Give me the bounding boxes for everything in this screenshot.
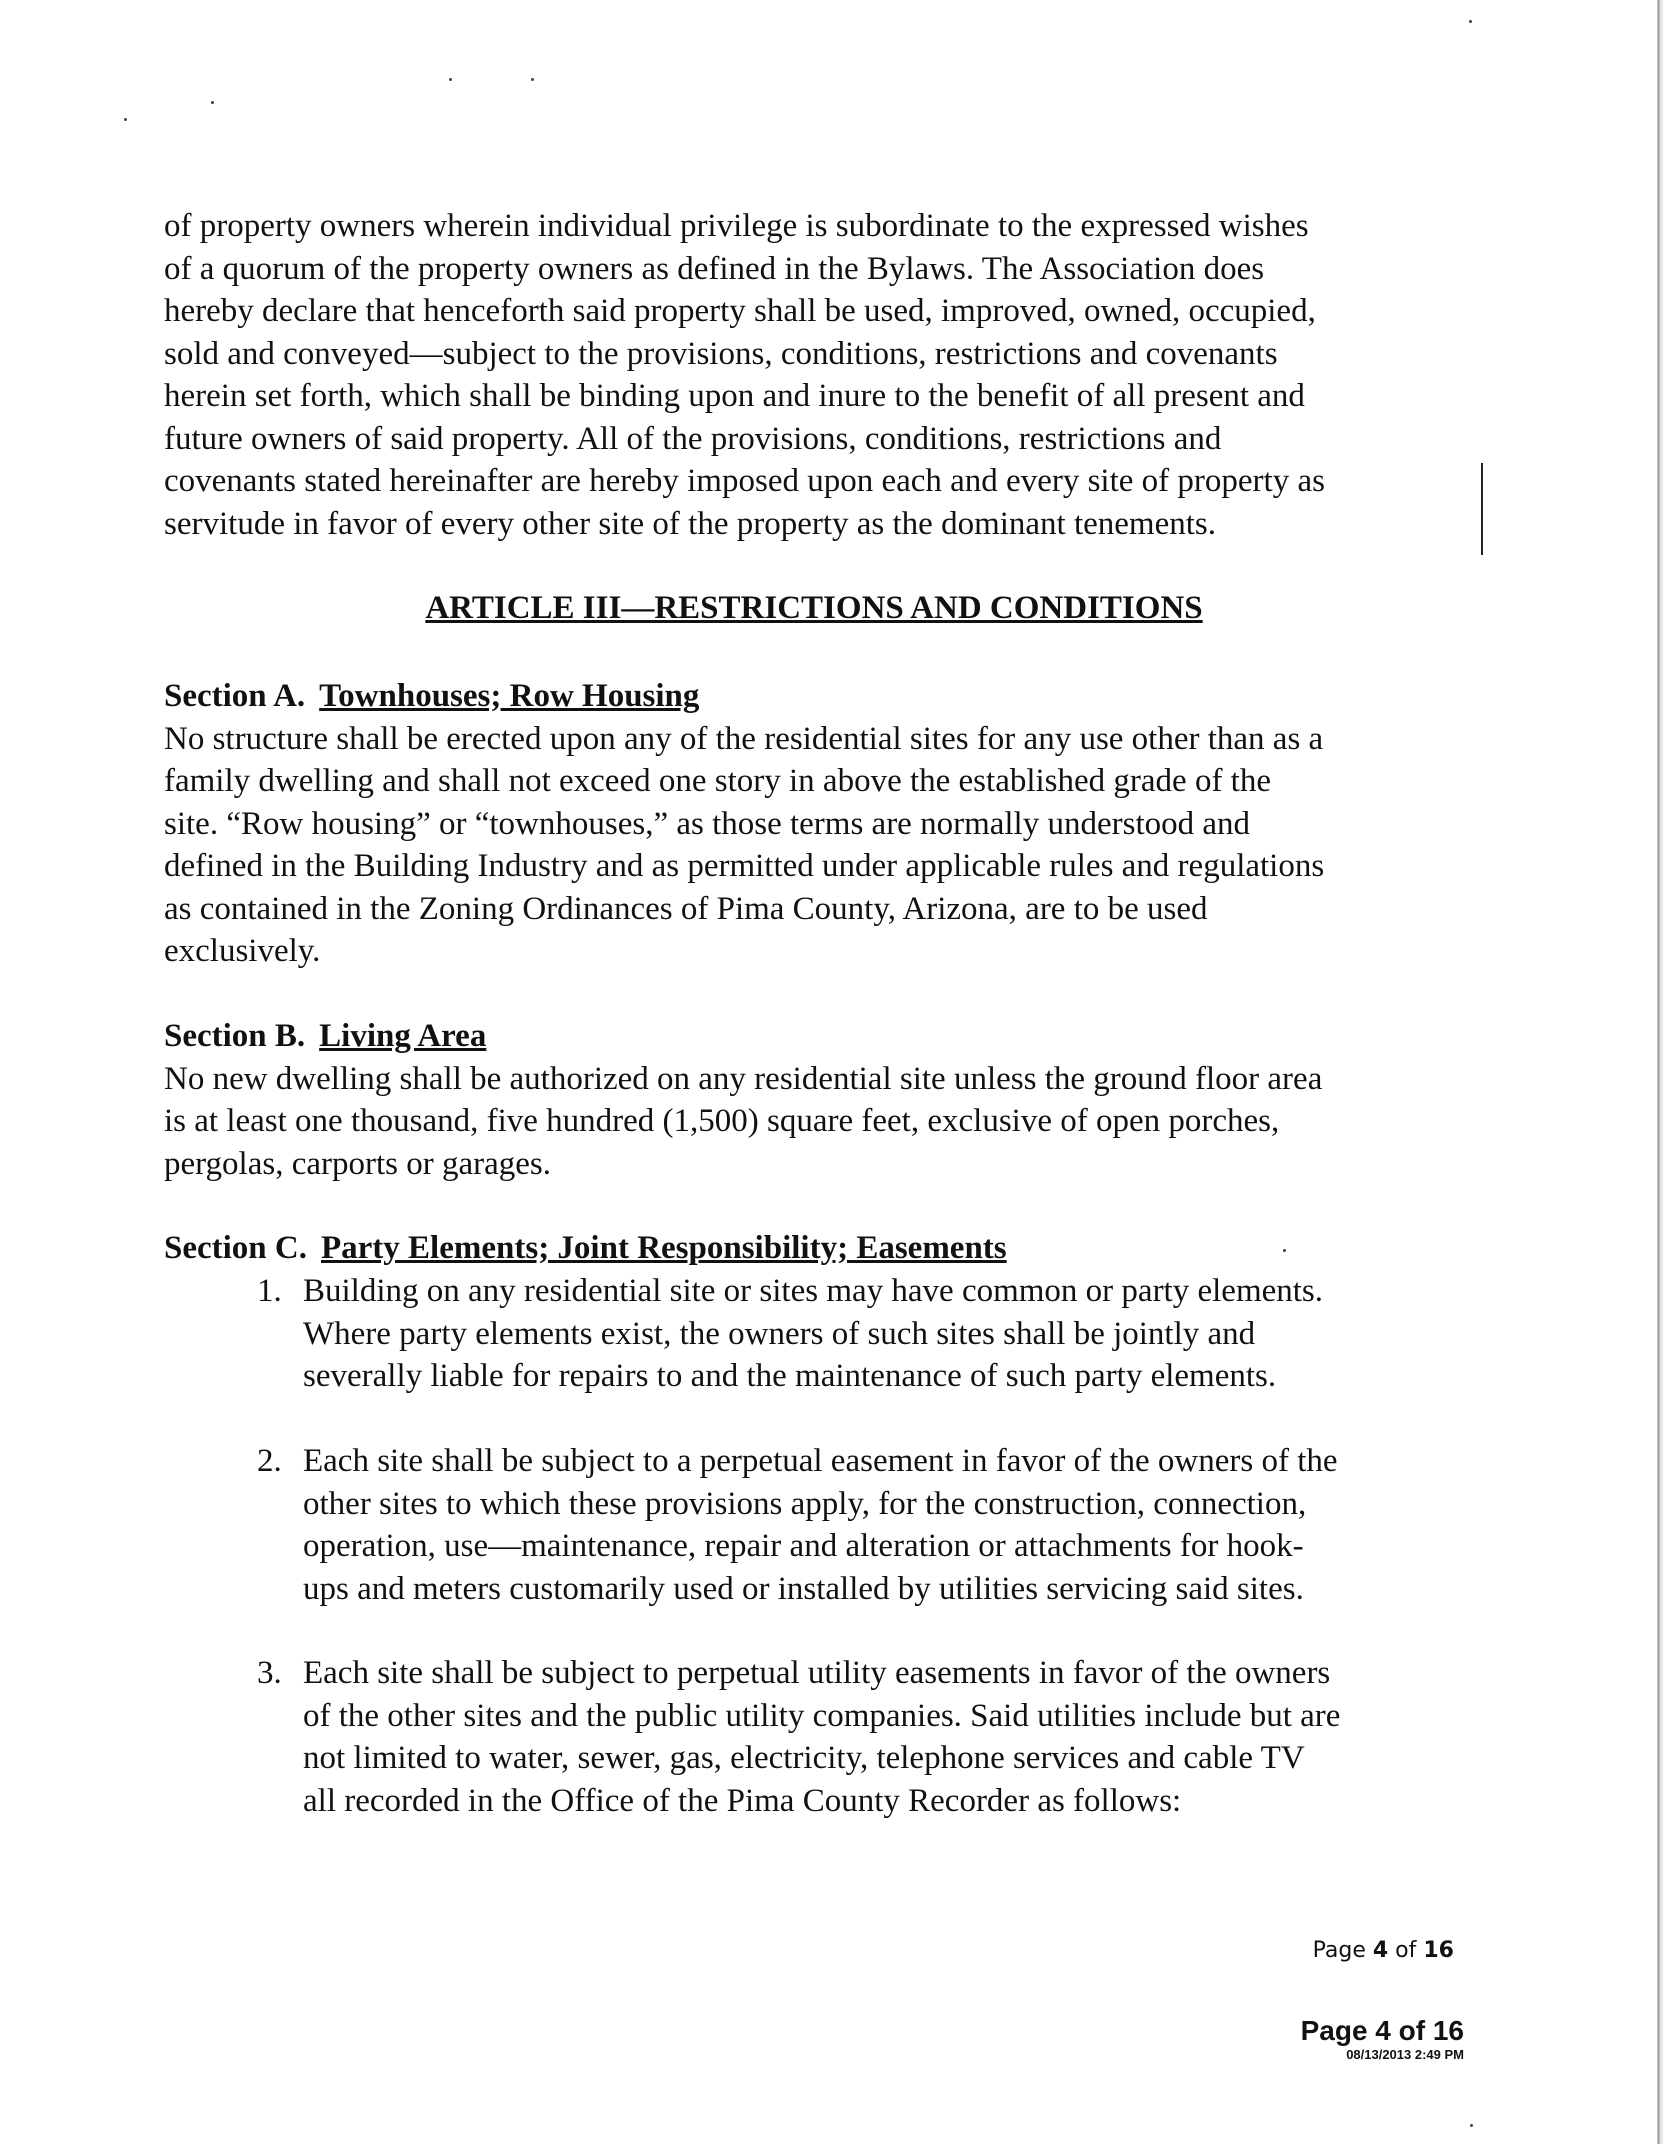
paragraph-line: site. “Row housing” or “townhouses,” as those terms are normally understood and xyxy=(164,805,1251,842)
page-edge xyxy=(1654,0,1664,2144)
section-label: Section B. xyxy=(164,1018,306,1054)
section-a xyxy=(164,675,1464,973)
scan-speck xyxy=(531,78,534,81)
revision-margin-bar xyxy=(1481,463,1483,555)
list-number: 2. xyxy=(257,1443,282,1479)
page-of: of xyxy=(1388,1938,1424,1963)
paragraph-line: operation, use—maintenance, repair and alteration or attachments for hook- xyxy=(303,1528,1304,1564)
section-title: Townhouses; Row Housing xyxy=(319,678,700,714)
list-item-text xyxy=(303,1652,1473,1822)
section-title: Living Area xyxy=(319,1018,487,1054)
paragraph-line: exclusively. xyxy=(164,933,321,969)
paragraph-line: future owners of said property. All of the provisions, conditions, restrictions and xyxy=(164,420,1222,457)
section-body xyxy=(164,718,1464,973)
paragraph-line: servitude in favor of every other site of the property as the dominant tenements. xyxy=(164,505,1217,542)
paragraph-line: pergolas, carports or garages. xyxy=(164,1145,551,1182)
paragraph-line: is at least one thousand, five hundred (1,500) square feet, exclusive of open porches, xyxy=(164,1103,1280,1139)
section-c xyxy=(164,1227,1464,1270)
paragraph-line: severally liable for repairs to and the maintenance of such party elements. xyxy=(303,1358,1277,1394)
paragraph-line: all recorded in the Office of the Pima County Recorder as follows: xyxy=(303,1782,1182,1819)
page-current: 4 xyxy=(1372,1938,1389,1963)
opening-paragraph xyxy=(164,205,1464,545)
paragraph-line: sold and conveyed—subject to the provisions, conditions, restrictions and covenants xyxy=(164,335,1278,372)
section-b xyxy=(164,1015,1464,1185)
paragraph-line: covenants stated hereinafter are hereby imposed upon each and every site of property as xyxy=(164,463,1325,499)
paragraph-line: other sites to which these provisions apply, for the construction, connection, xyxy=(303,1485,1307,1522)
list-number: 3. xyxy=(257,1655,282,1691)
paragraph-line: Each site shall be subject to perpetual utility easements in favor of the owners xyxy=(303,1655,1331,1691)
section-heading xyxy=(164,1015,1464,1058)
paragraph-line: defined in the Building Industry and as permitted under applicable rules and regulations xyxy=(164,848,1325,884)
list-item-text xyxy=(303,1270,1473,1398)
scan-speck xyxy=(1470,2124,1473,2127)
paragraph-line: No new dwelling shall be authorized on any residential site unless the ground floor area xyxy=(164,1060,1323,1097)
paragraph-line: herein set forth, which shall be binding upon and inure to the benefit of all present and xyxy=(164,378,1305,414)
paragraph-line: of a quorum of the property owners as defined in the Bylaws. The Association does xyxy=(164,250,1265,287)
scan-speck xyxy=(211,101,214,104)
section-heading xyxy=(164,1227,1464,1270)
list-item-text xyxy=(303,1440,1473,1610)
paragraph-line: of property owners wherein individual privilege is subordinate to the expressed wishes xyxy=(164,208,1309,244)
list-number: 1. xyxy=(257,1273,282,1309)
paragraph-line: No structure shall be erected upon any of the residential sites for any use other than as a xyxy=(164,720,1324,757)
page-number xyxy=(1313,1938,1454,1963)
section-body xyxy=(164,1058,1464,1186)
paragraph-line: of the other sites and the public utility companies. Said utilities include but are xyxy=(303,1697,1341,1734)
stamp-page-number: Page 4 of 16 xyxy=(1300,2015,1464,2046)
section-heading xyxy=(164,675,1464,718)
page-total: 16 xyxy=(1423,1938,1454,1963)
scan-speck xyxy=(124,118,127,121)
section-title: Party Elements; Joint Responsibility; Easements xyxy=(321,1230,1007,1266)
paragraph-line: Each site shall be subject to a perpetual easement in favor of the owners of the xyxy=(303,1443,1338,1479)
stamp-datetime: 08/13/2013 2:49 PM xyxy=(1346,2047,1464,2062)
paragraph-line: as contained in the Zoning Ordinances of Pima County, Arizona, are to be used xyxy=(164,890,1208,927)
paragraph-line: Building on any residential site or sites may have common or party elements. xyxy=(303,1273,1324,1309)
section-label: Section A. xyxy=(164,678,306,714)
paragraph-line: not limited to water, sewer, gas, electricity, telephone services and cable TV xyxy=(303,1740,1305,1776)
section-label: Section C. xyxy=(164,1230,307,1266)
scan-speck xyxy=(1469,20,1472,23)
article-heading: ARTICLE III—RESTRICTIONS AND CONDITIONS xyxy=(425,590,1203,626)
page-label: Page xyxy=(1312,1938,1373,1963)
paragraph-line: family dwelling and shall not exceed one story in above the established grade of the xyxy=(164,763,1271,799)
paragraph-line: Where party elements exist, the owners of such sites shall be jointly and xyxy=(303,1315,1256,1352)
paragraph-line: hereby declare that henceforth said property shall be used, improved, owned, occupied, xyxy=(164,293,1316,329)
scan-speck xyxy=(449,78,452,81)
paragraph-line: ups and meters customarily used or installed by utilities servicing said sites. xyxy=(303,1570,1304,1607)
recorder-stamp xyxy=(1301,2015,1464,2063)
